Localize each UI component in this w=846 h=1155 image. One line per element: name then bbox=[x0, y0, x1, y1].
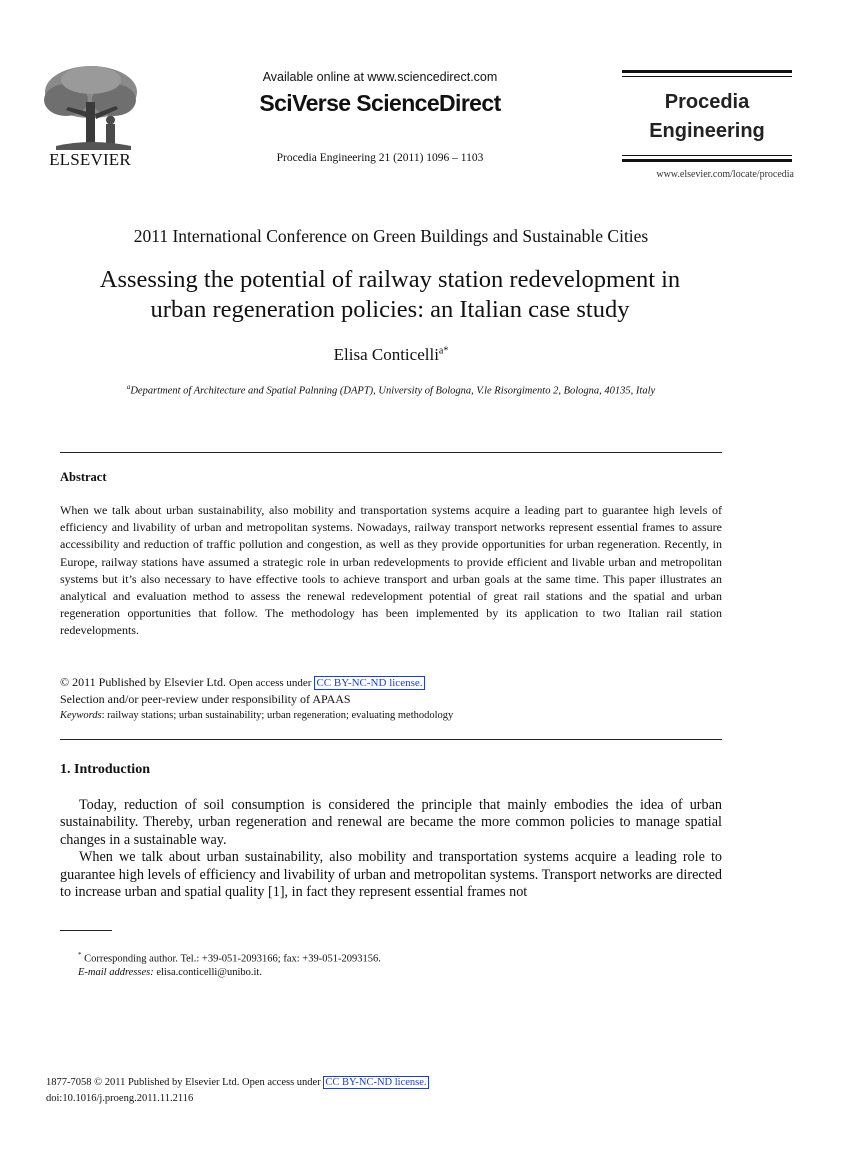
journal-box-rule-top-thick bbox=[622, 70, 792, 73]
author-line bbox=[60, 345, 722, 365]
author-name: Elisa Conticelli bbox=[333, 345, 439, 364]
elsevier-wordmark: ELSEVIER bbox=[49, 150, 131, 169]
introduction-body bbox=[60, 797, 722, 901]
affiliation bbox=[60, 383, 722, 397]
journal-box-rule-top-thin bbox=[622, 76, 792, 77]
journal-url[interactable]: www.elsevier.com/locate/procedia bbox=[656, 169, 794, 180]
footnote-mark: * bbox=[78, 951, 82, 959]
abstract-heading: Abstract bbox=[60, 470, 107, 484]
license-link[interactable]: CC BY-NC-ND license. bbox=[316, 677, 423, 689]
issn-line bbox=[46, 1077, 429, 1088]
article-title bbox=[40, 265, 740, 325]
author-affiliation-mark: a* bbox=[438, 345, 449, 357]
intro-paragraph-1: Today, reduction of soil consumption is considered the principle that mainly embodies the idea of urban sustainability. Thereby, urban regeneration and renewal are became the more common policies to manage spatial changes in a sustainable way. bbox=[60, 797, 722, 848]
doi-line[interactable]: doi:10.1016/j.proeng.2011.11.2116 bbox=[46, 1093, 194, 1104]
abstract-bottom-rule bbox=[60, 739, 722, 740]
keywords-line bbox=[60, 710, 453, 721]
footnote-email-address[interactable]: elisa.conticelli@unibo.it. bbox=[153, 967, 262, 978]
affiliation-text: Department of Architecture and Spatial Palnning (DAPT), University of Bologna, V.le Risorgimento 2, Bologna, 40135, Italy bbox=[130, 385, 656, 397]
journal-name bbox=[622, 88, 792, 146]
issn-text: 1877-7058 © 2011 Published by Elsevier Ltd. Open access under bbox=[46, 1077, 324, 1088]
journal-name-line1: Procedia bbox=[664, 91, 750, 113]
introduction-heading: 1. Introduction bbox=[60, 762, 150, 777]
journal-box-rule-bottom-thick bbox=[622, 159, 792, 162]
conference-name: 2011 International Conference on Green Buildings and Sustainable Cities bbox=[133, 226, 649, 246]
peer-review-line: Selection and/or peer-review under responsibility of APAAS bbox=[60, 692, 351, 706]
abstract-text: When we talk about urban sustainability, also mobility and transportation systems acquire a leading part to guarantee high levels of efficiency and livability of urban and metropolitan systems. Nowadays, railway transport networks represent essential frames to assure accessibility and reduction of traffic pollution and congestion, as well as they provide opportunities for urban regeneration. Recently, in Europe, railway stations have assumed a strategic role in urban redevelopments to provide efficient and livable urban and metropolitan systems but it’s also necessary to have effective tools to achieve transport and urban goals at the same time. This paper illustrates an analytical and evaluation method to assess the renewal redevelopment potential of great rail stations and the spatial and urban regeneration opportunities that follow. The methodology has been implemented by its application to two Italian rail station redevelopments. bbox=[60, 503, 722, 638]
footer-license-link[interactable]: CC BY-NC-ND license. bbox=[325, 1077, 427, 1088]
abstract-top-rule bbox=[60, 452, 722, 453]
footnote-corresponding-text: Corresponding author. Tel.: +39-051-2093166; fax: +39-051-2093156. bbox=[81, 953, 381, 965]
title-line-1: Assessing the potential of railway station redevelopment in bbox=[99, 266, 681, 293]
intro-paragraph-2: When we talk about urban sustainability, also mobility and transportation systems acquire a leading role to guarantee high levels of efficiency and livability of urban and metropolitan systems. Transport networks are directed to increase urban and spatial quality [1], in fact they represent essential frames not bbox=[60, 849, 722, 901]
open-access-text: Open access under bbox=[229, 677, 312, 689]
copyright-line bbox=[60, 675, 425, 690]
journal-name-line2: Engineering bbox=[649, 120, 765, 142]
journal-box-rule-bottom-thin bbox=[622, 155, 792, 156]
title-line-2: urban regeneration policies: an Italian case study bbox=[150, 296, 630, 323]
journal-citation: Procedia Engineering 21 (2011) 1096 – 1103 bbox=[276, 152, 484, 164]
keywords-label: Keywords bbox=[60, 710, 102, 721]
footnote-corresponding-author bbox=[78, 951, 381, 965]
sciverse-sciencedirect-brand: SciVerse ScienceDirect bbox=[259, 90, 501, 116]
footnote-email bbox=[78, 967, 262, 978]
footnote-email-label: E-mail addresses: bbox=[78, 967, 154, 978]
footnote-rule bbox=[60, 930, 112, 931]
affiliation-mark: a bbox=[126, 383, 131, 391]
available-online-text: Available online at www.sciencedirect.com bbox=[262, 70, 498, 84]
copyright-text: © 2011 Published by Elsevier Ltd. bbox=[60, 675, 226, 689]
keywords-text: : railway stations; urban sustainability; urban regeneration; evaluating methodology bbox=[101, 710, 454, 721]
